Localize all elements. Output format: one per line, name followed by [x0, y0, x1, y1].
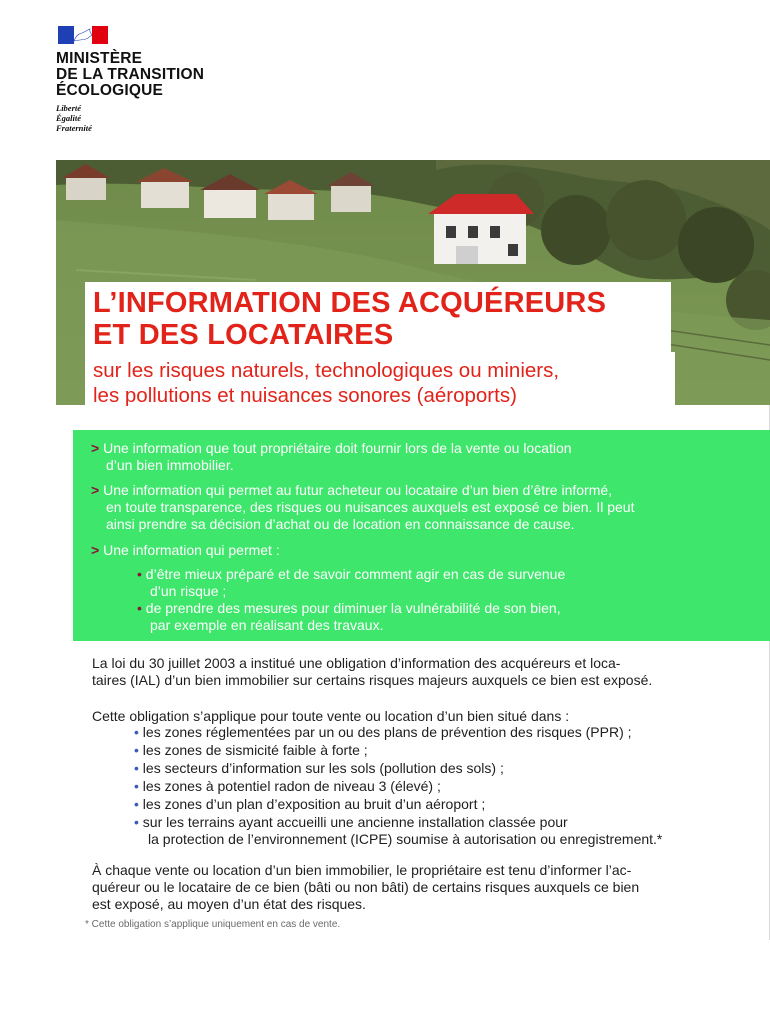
page-title	[93, 287, 606, 351]
highlight-line: en toute transparence, des risques ou nuisances auxquels est exposé ce bien. Il peut	[106, 499, 635, 515]
motto-line: Fraternité	[56, 123, 92, 133]
motto-line: Liberté	[56, 103, 82, 113]
intro-paragraph	[92, 655, 652, 689]
list-item	[134, 778, 441, 795]
list-item-text: les zones à potentiel radon de niveau 3 (élevé) ;	[142, 778, 441, 794]
paragraph-line: quéreur ou le locataire de ce bien (bâti ou non bâti) de certains risques auxquels ce bien	[92, 879, 640, 895]
subitem-line: par exemple en réalisant des travaux.	[150, 617, 384, 633]
bullet-marker: •	[137, 566, 142, 582]
bullet-marker: •	[134, 778, 139, 794]
list-item	[134, 796, 485, 813]
highlight-subitem	[137, 566, 565, 600]
ministry-line: DE LA TRANSITION	[56, 66, 205, 83]
ministry-line: MINISTÈRE	[56, 50, 143, 67]
highlight-item	[91, 542, 280, 559]
highlight-line: d’un bien immobilier.	[106, 457, 234, 473]
list-item-text: les secteurs d’information sur les sols (pollution des sols) ;	[142, 760, 504, 776]
ministry-line: ÉCOLOGIQUE	[56, 82, 164, 99]
paragraph-line: est exposé, au moyen d’un état des risques.	[92, 896, 366, 912]
paragraph-line: taires (IAL) d’un bien immobilier sur certains risques majeurs auxquels ce bien est exposé.	[92, 672, 653, 688]
list-item-text: la protection de l’environnement (ICPE) soumise à autorisation ou enregistrement.*	[148, 831, 663, 847]
paragraph-line: Cette obligation s’applique pour toute vente ou location d’un bien situé dans :	[92, 708, 570, 724]
highlight-line: ainsi prendre sa décision d’achat ou de location en connaissance de cause.	[106, 516, 575, 532]
highlight-subitem	[137, 600, 561, 634]
marianne-profile-icon	[72, 28, 94, 42]
title-line: L’INFORMATION DES ACQUÉREURS	[93, 287, 607, 319]
motto-line: Égalité	[56, 113, 82, 123]
highlight-line: Une information qui permet au futur acheteur ou locataire d’un bien d’être informé,	[103, 482, 613, 498]
title-line: ET DES LOCATAIRES	[93, 319, 394, 351]
subitem-line: d’être mieux préparé et de savoir comment agir en cas de survenue	[145, 566, 566, 582]
ministry-name	[56, 51, 204, 99]
marianne-flag-icon	[58, 26, 108, 44]
bullet-marker: •	[134, 796, 139, 812]
bullet-marker: •	[134, 814, 139, 830]
list-item-text: les zones réglementées par un ou des plans de prévention des risques (PPR) ;	[142, 724, 632, 740]
list-item-text: sur les terrains ayant accueilli une ancienne installation classée pour	[142, 814, 568, 830]
bullet-marker: •	[134, 742, 139, 758]
page-subtitle	[93, 358, 559, 408]
subitem-line: d’un risque ;	[150, 583, 227, 599]
arrow-marker: >	[91, 482, 100, 498]
arrow-marker: >	[91, 542, 100, 558]
highlight-line: Une information qui permet :	[103, 542, 280, 558]
bullet-marker: •	[134, 760, 139, 776]
bullet-marker: •	[134, 724, 139, 740]
arrow-marker: >	[91, 440, 100, 456]
list-item-text: les zones d’un plan d’exposition au bruit d’un aéroport ;	[142, 796, 486, 812]
obligation-intro	[92, 708, 569, 725]
subtitle-line: sur les risques naturels, technologiques ou miniers,	[93, 359, 560, 382]
subitem-line: de prendre des mesures pour diminuer la vulnérabilité de son bien,	[145, 600, 561, 616]
list-item	[134, 814, 662, 848]
highlight-line: Une information que tout propriétaire doit fournir lors de la vente ou location	[103, 440, 572, 456]
paragraph-line: La loi du 30 juillet 2003 a institué une obligation d’information des acquéreurs et loca-	[92, 655, 621, 671]
paragraph-line: À chaque vente ou location d’un bien immobilier, le propriétaire est tenu d’informer l’ac-	[92, 862, 632, 878]
bullet-marker: •	[137, 600, 142, 616]
list-item	[134, 724, 632, 741]
list-item	[134, 742, 368, 759]
highlight-item	[91, 440, 572, 474]
list-item-text: les zones de sismicité faible à forte ;	[142, 742, 368, 758]
list-item	[134, 760, 504, 777]
closing-paragraph	[92, 862, 639, 913]
highlight-item	[91, 482, 634, 533]
footnote: * Cette obligation s’applique uniquement en cas de vente.	[85, 919, 341, 930]
subtitle-line: les pollutions et nuisances sonores (aéroports)	[93, 384, 517, 407]
republic-motto	[56, 103, 92, 133]
